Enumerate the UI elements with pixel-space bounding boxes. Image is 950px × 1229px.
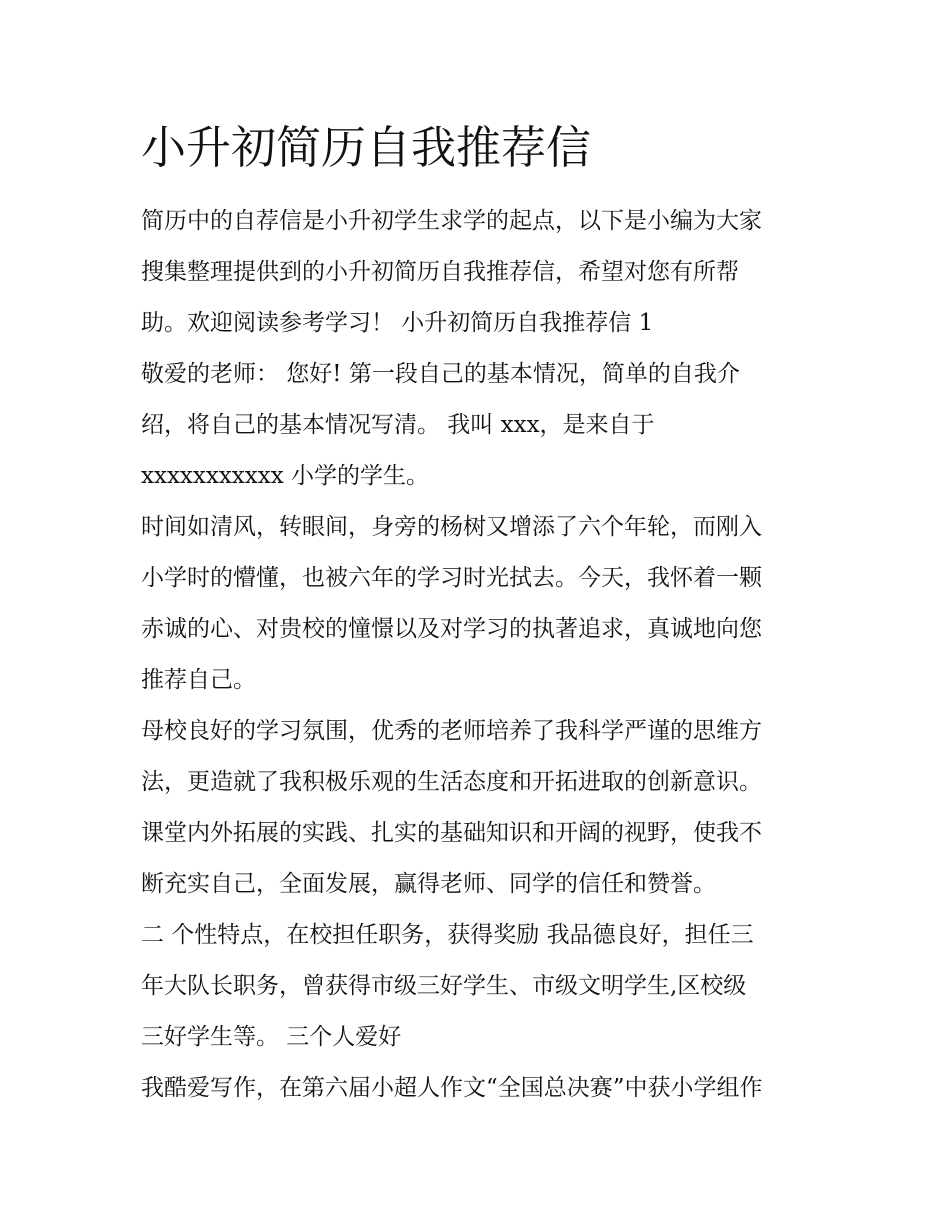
text-line: xxxxxxxxxxx 小学的学生。 (141, 463, 429, 489)
text-line: 小学时的懵懂，也被六年的学习时光拭去。今天，我怀着一颗 (141, 565, 762, 591)
paragraph-time (141, 502, 821, 706)
text-line: 简历中的自荐信是小升初学生求学的起点，以下是小编为大家 (141, 208, 762, 234)
document-body (141, 196, 821, 1114)
text-line: 断充实自己，全面发展，赢得老师、同学的信任和赞誉。 (141, 871, 716, 897)
text-line: 敬爱的老师： 您好! 第一段自己的基本情况，简单的自我介 (141, 361, 740, 387)
text-line: 年大队长职务，曾获得市级三好学生、市级文明学生,区校级 (141, 973, 747, 999)
text-line: 推荐自己。 (141, 667, 256, 693)
text-line: 二 个性特点，在校担任职务，获得奖励 我品德良好，担任三 (141, 922, 754, 948)
paragraph-greeting (141, 349, 821, 502)
text-line: 赤诚的心、对贵校的憧憬以及对学习的执著追求，真诚地向您 (141, 616, 762, 642)
paragraph-hobby (141, 1063, 821, 1114)
text-line: 时间如清风，转眼间，身旁的杨树又增添了六个年轮，而刚入 (141, 514, 762, 540)
paragraph-school (141, 706, 821, 910)
text-line: 绍，将自己的基本情况写清。 我叫 xxx，是来自于 (141, 412, 655, 438)
text-line: 我酷爱写作，在第六届小超人作文“全国总决赛”中获小学组作 (141, 1075, 763, 1101)
text-line: 课堂内外拓展的实践、扎实的基础知识和开阔的视野，使我不 (141, 820, 762, 846)
text-line: 三好学生等。 三个人爱好 (141, 1024, 402, 1050)
paragraph-intro (141, 196, 821, 349)
document-title: 小升初简历自我推荐信 (141, 121, 592, 174)
text-line: 母校良好的学习氛围，优秀的老师培养了我科学严谨的思维方 (141, 718, 762, 744)
text-line: 法，更造就了我积极乐观的生活态度和开拓进取的创新意识。 (141, 769, 762, 795)
paragraph-character (141, 910, 821, 1063)
text-line: 搜集整理提供到的小升初简历自我推荐信，希望对您有所帮 (141, 259, 739, 285)
text-line: 助。欢迎阅读参考学习！ 小升初简历自我推荐信 1 (141, 310, 654, 336)
